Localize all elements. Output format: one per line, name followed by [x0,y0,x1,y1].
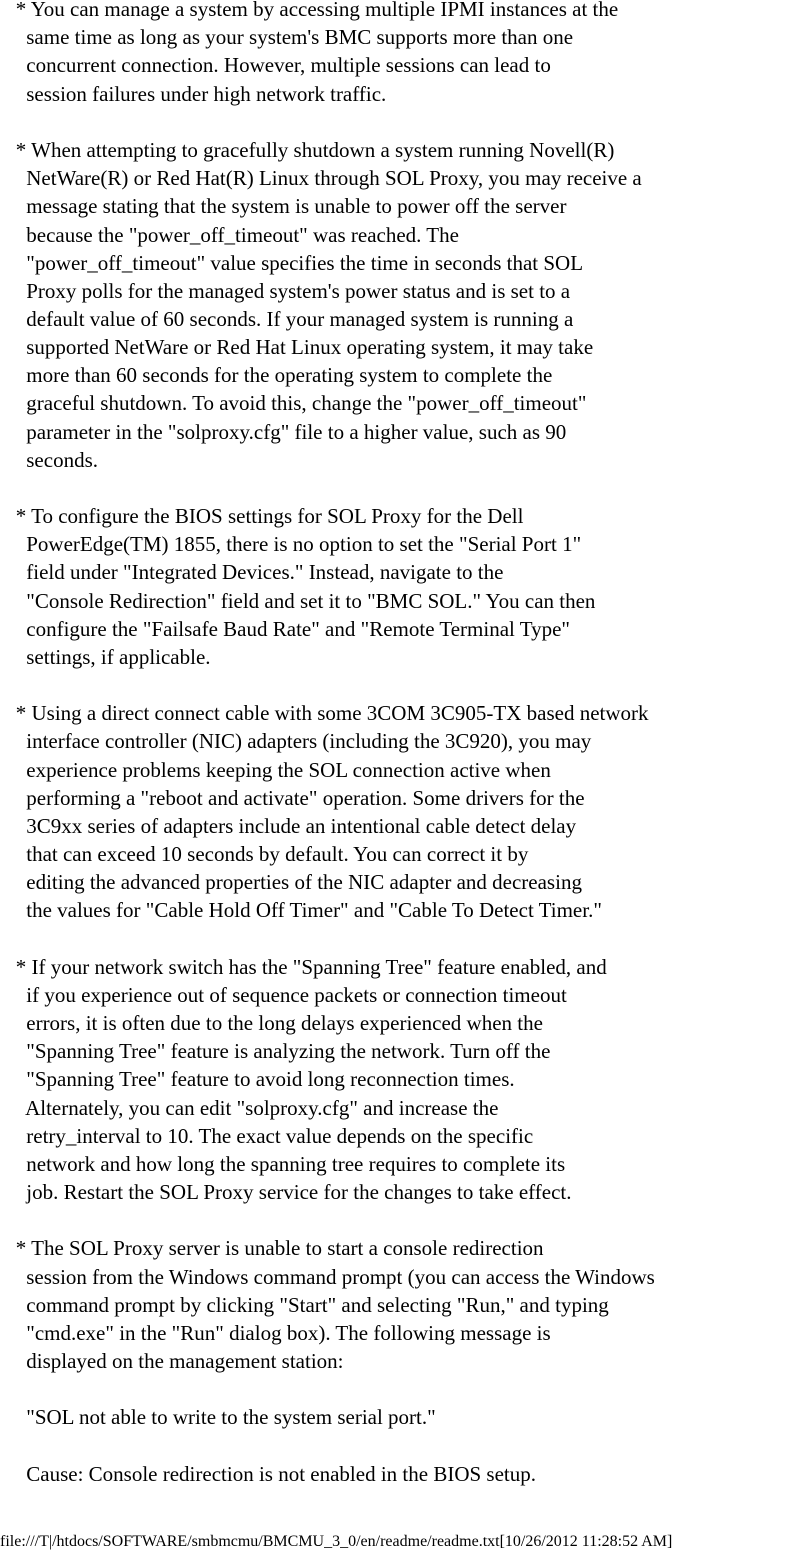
text-line: 3C9xx series of adapters include an intentional cable detect delay [0,814,577,838]
text-line: * The SOL Proxy server is unable to start a console redirection [0,1236,544,1260]
text-line: the values for "Cable Hold Off Timer" and "Cable To Detect Timer." [0,898,602,922]
text-line: Proxy polls for the managed system's power status and is set to a [0,279,571,303]
text-line: editing the advanced properties of the NIC adapter and decreasing [0,870,582,894]
text-line: session from the Windows command prompt (you can access the Windows [0,1265,655,1289]
text-line: message stating that the system is unable to power off the server [0,194,567,218]
text-line: "SOL not able to write to the system serial port." [0,1405,436,1429]
text-line: Cause: Console redirection is not enabled in the BIOS setup. [0,1462,536,1486]
text-line: same time as long as your system's BMC supports more than one [0,25,574,49]
text-line: supported NetWare or Red Hat Linux operating system, it may take [0,335,594,359]
text-line: * When attempting to gracefully shutdown a system running Novell(R) [0,138,615,162]
text-line: * If your network switch has the "Spanning Tree" feature enabled, and [0,955,607,979]
text-line: Alternately, you can edit "solproxy.cfg" and increase the [0,1096,499,1120]
text-line: if you experience out of sequence packets or connection timeout [0,983,567,1007]
text-line: network and how long the spanning tree requires to complete its [0,1152,566,1176]
text-line: "power_off_timeout" value specifies the time in seconds that SOL [0,251,584,275]
text-line: session failures under high network traffic. [0,82,387,106]
text-line: experience problems keeping the SOL connection active when [0,758,551,782]
text-line: displayed on the management station: [0,1349,344,1373]
text-line: configure the "Failsafe Baud Rate" and "Remote Terminal Type" [0,617,571,641]
text-line: "cmd.exe" in the "Run" dialog box). The following message is [0,1321,551,1345]
text-line: settings, if applicable. [0,645,211,669]
text-line: NetWare(R) or Red Hat(R) Linux through SOL Proxy, you may receive a [0,166,642,190]
text-line: "Spanning Tree" feature is analyzing the network. Turn off the [0,1039,551,1063]
text-line: more than 60 seconds for the operating system to complete the [0,363,553,387]
text-line: field under "Integrated Devices." Instead, navigate to the [0,560,504,584]
text-line: PowerEdge(TM) 1855, there is no option to set the "Serial Port 1" [0,532,582,556]
text-line: performing a "reboot and activate" operation. Some drivers for the [0,786,585,810]
text-line: default value of 60 seconds. If your managed system is running a [0,307,574,331]
text-line: because the "power_off_timeout" was reached. The [0,223,459,247]
text-line: interface controller (NIC) adapters (including the 3C920), you may [0,729,592,753]
text-line: errors, it is often due to the long delays experienced when the [0,1011,543,1035]
text-line: command prompt by clicking "Start" and selecting "Run," and typing [0,1293,609,1317]
text-line: graceful shutdown. To avoid this, change the "power_off_timeout" [0,391,587,415]
text-line: that can exceed 10 seconds by default. You can correct it by [0,842,529,866]
text-line: retry_interval to 10. The exact value depends on the specific [0,1124,534,1148]
text-line: concurrent connection. However, multiple sessions can lead to [0,53,551,77]
text-line: * To configure the BIOS settings for SOL Proxy for the Dell [0,504,524,528]
text-line: * You can manage a system by accessing multiple IPMI instances at the [0,0,619,21]
text-line: "Spanning Tree" feature to avoid long reconnection times. [0,1067,515,1091]
page-footer-url: file:///T|/htdocs/SOFTWARE/smbmcmu/BMCMU_3_0/en/readme/readme.txt[10/26/2012 11:28:52 AM] [0,1533,673,1550]
text-line: job. Restart the SOL Proxy service for the changes to take effect. [0,1180,572,1204]
text-line: parameter in the "solproxy.cfg" file to a higher value, such as 90 [0,420,567,444]
text-line: seconds. [0,448,98,472]
text-line: * Using a direct connect cable with some 3COM 3C905-TX based network [0,701,649,725]
text-line: "Console Redirection" field and set it to "BMC SOL." You can then [0,589,596,613]
